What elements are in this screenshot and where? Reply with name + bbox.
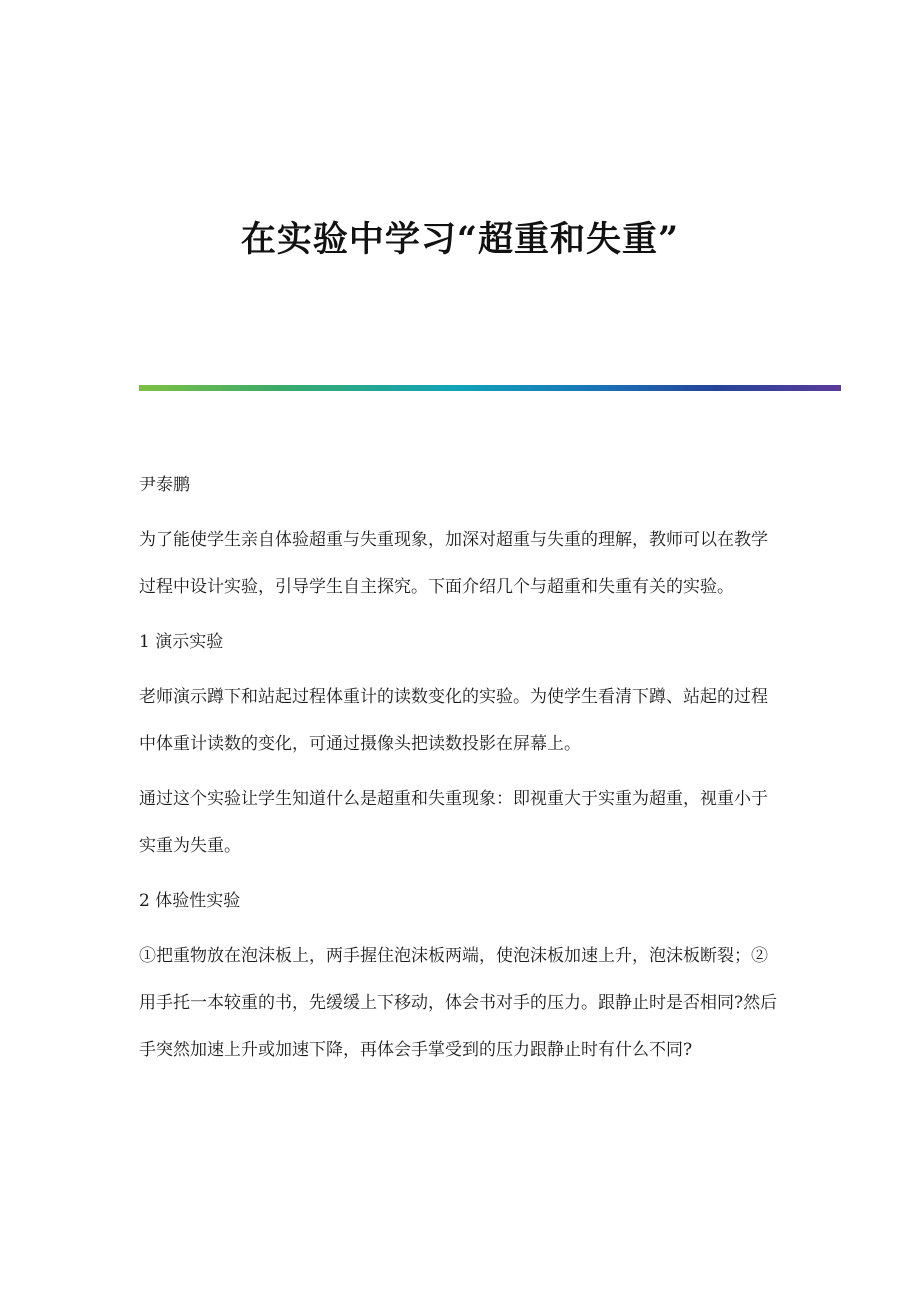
section-heading: 2 体验性实验 <box>139 891 241 911</box>
section-heading: 1 演示实验 <box>139 632 224 652</box>
author-name: 尹泰鹏 <box>139 475 190 495</box>
paragraph: 通过这个实验让学生知道什么是超重和失重现象：即视重大于实重为超重，视重小于实重为失重。 <box>139 789 768 856</box>
title-divider <box>139 385 841 391</box>
document-body <box>139 462 779 1082</box>
document-title: 在实验中学习“超重和失重” <box>240 219 680 260</box>
paragraph: 老师演示蹲下和站起过程体重计的读数变化的实验。为使学生看清下蹲、站起的过程中体重计读数的变化，可通过摄像头把读数投影在屏幕上。 <box>139 687 768 754</box>
paragraph: ①把重物放在泡沫板上，两手握住泡沫板两端，使泡沫板加速上升，泡沫板断裂；②用手托一本较重的书，先缓缓上下移动，体会书对手的压力。跟静止时是否相同?然后手突然加速上升或加速下降，再体会手掌受到的压力跟静止时有什么不同? <box>139 946 778 1060</box>
paragraph: 为了能使学生亲自体验超重与失重现象，加深对超重与失重的理解，教师可以在教学过程中设计实验，引导学生自主探究。下面介绍几个与超重和失重有关的实验。 <box>139 530 768 597</box>
